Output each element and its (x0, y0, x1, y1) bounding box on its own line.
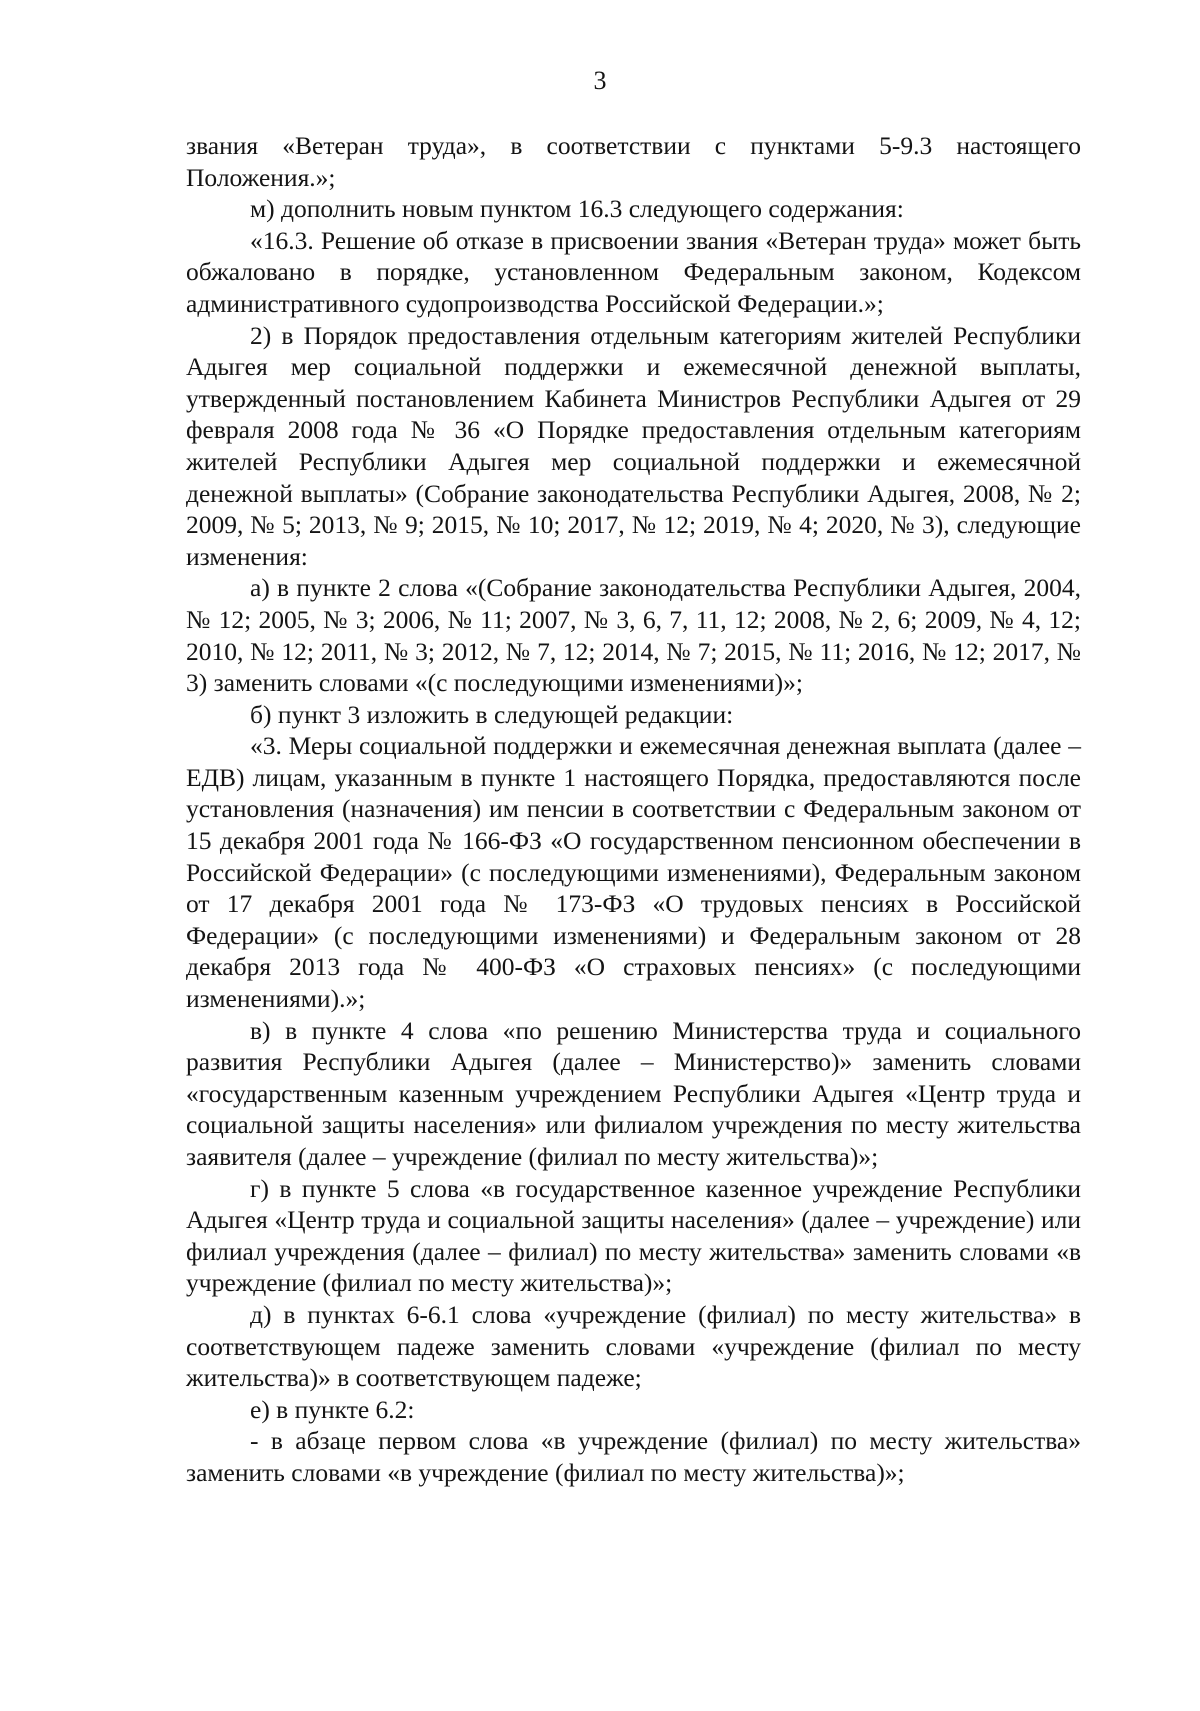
paragraph-11: е) в пункте 6.2: (250, 1394, 415, 1424)
paragraph-10: д) в пунктах 6-6.1 слова «учреждение (филиал) по месту жительства» в соответствующем падеже заменить словами «учреждение (филиал по месту жительства)» в соответствующем падеже; (186, 1299, 1081, 1393)
paragraph-3: «16.3. Решение об отказе в присвоении звания «Ветеран труда» может быть обжаловано в порядке, установленном Федеральным законом, Кодексом административного судопроизводства Российской Федерации.»; (186, 225, 1081, 318)
paragraph-1: звания «Ветеран труда», в соответствии с пунктами 5-9.3 настоящего Положения.»; (186, 131, 1081, 192)
paragraph-7: «3. Меры социальной поддержки и ежемесячная денежная выплата (далее – ЕДВ) лицам, указанным в пункте 1 настоящего Порядка, предоставляются после установления (назначения) им пенсии в соответствии с Федеральным законом от 15 декабря 2001 года № 166-ФЗ «О государственном пенсионном обеспечении в Российской Федерации» (с последующими изменениями), Федеральным законом от 17 декабря 2001 года № 173-ФЗ «О трудовых пенсиях в Российской Федерации» (с последующими изменениями) и Федеральным законом от 28 декабря 2013 года № 400-ФЗ «О страховых пенсиях» (с последующими изменениями).»; (186, 731, 1081, 1014)
paragraph-8: в) в пункте 4 слова «по решению Министерства труда и социального развития Республики Адыгея (далее – Министерство)» заменить словами «государственным казенным учреждением Республики Адыгея «Центр труда и социальной защиты населения» или филиалом учреждения по месту жительства заявителя (далее – учреждение (филиал по месту жительства)»; (186, 1015, 1081, 1171)
paragraph-12: - в абзаце первом слова «в учреждение (филиал) по месту жительства» заменить словами «в учреждение (филиал по месту жительства)»; (186, 1426, 1081, 1487)
paragraph-4: 2) в Порядок предоставления отдельным категориям жителей Республики Адыгея мер социальной поддержки и ежемесячной денежной выплаты, утвержденный постановлением Кабинета Министров Республики Адыгея от 29 февраля 2008 года № 36 «О Порядке предоставления отдельным категориям жителей Республики Адыгея мер социальной поддержки и ежемесячной денежной выплаты» (Собрание законодательства Республики Адыгея, 2008, № 2; 2009, № 5; 2013, № 9; 2015, № 10; 2017, № 12; 2019, № 4; 2020, № 3), следующие изменения: (186, 320, 1081, 571)
paragraph-5: а) в пункте 2 слова «(Собрание законодательства Республики Адыгея, 2004, № 12; 2005, № 3; 2006, № 11; 2007, № 3, 6, 7, 11, 12; 2008, № 2, 6; 2009, № 4, 12; 2010, № 12; 2011, № 3; 2012, № 7, 12; 2014, № 7; 2015, № 11; 2016, № 12; 2017, № 3) заменить словами «(с последующими изменениями)»; (186, 573, 1081, 698)
paragraph-6: б) пункт 3 изложить в следующей редакции: (250, 699, 734, 729)
paragraph-9: г) в пункте 5 слова «в государственное казенное учреждение Республики Адыгея «Центр труда и социальной защиты населения» (далее – учреждение) или филиал учреждения (далее – филиал) по месту жительства» заменить словами «в учреждение (филиал по месту жительства)»; (186, 1173, 1081, 1298)
page-number: 3 (593, 66, 607, 95)
paragraph-2: м) дополнить новым пунктом 16.3 следующего содержания: (250, 194, 904, 224)
document-body (186, 130, 1081, 1489)
